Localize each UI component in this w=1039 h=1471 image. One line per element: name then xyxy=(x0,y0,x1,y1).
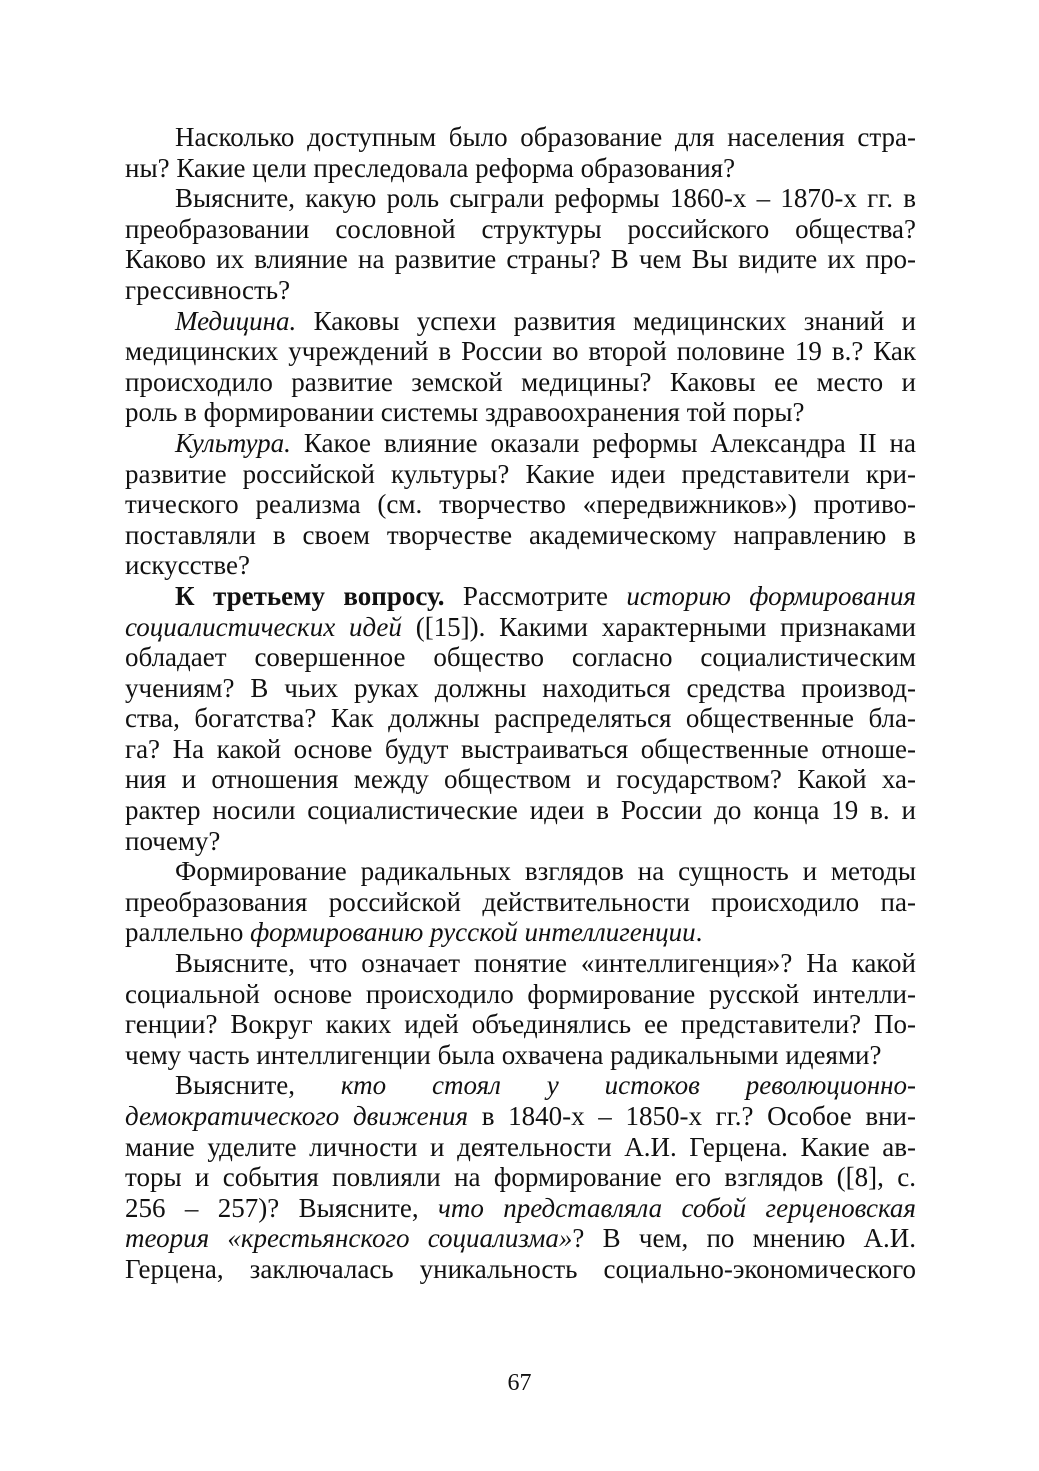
text-line xyxy=(125,887,916,918)
text-segment: торы и события повлияли на формирование его взглядов ([8], с. xyxy=(125,1162,916,1193)
text-line xyxy=(125,948,916,979)
text-line xyxy=(125,734,916,765)
text-segment: развитие российской культуры? Какие идеи представители кри- xyxy=(125,458,916,489)
text-segment: в 1840-х – 1850-х гг.? Особое вни- xyxy=(468,1101,916,1131)
text-segment: Каковы успехи развития медицинских знаний и xyxy=(296,305,916,336)
bold-text: К третьему вопросу. xyxy=(175,580,445,611)
text-line xyxy=(125,856,916,887)
text-segment: роль в формировании системы здравоохранения той поры? xyxy=(125,397,805,428)
text-segment: Выясните, какую роль сыграли реформы 1860-х – 1870-х гг. в xyxy=(175,183,916,214)
text-line xyxy=(125,550,916,581)
italic-text: социалистических идей xyxy=(125,611,402,642)
text-segment: медицинских учреждений в России во второй половине 19 в.? Как xyxy=(125,336,916,367)
text-line xyxy=(125,1009,916,1040)
text-line xyxy=(125,428,916,459)
text-line xyxy=(125,673,916,704)
text-segment: грессивность? xyxy=(125,274,291,305)
text-segment: происходило развитие земской медицины? Каковы ее место и xyxy=(125,366,916,397)
text-segment: искусстве? xyxy=(125,550,250,581)
text-segment: Рассмотрите xyxy=(444,580,627,611)
text-line xyxy=(125,917,916,948)
text-line xyxy=(125,183,916,214)
text-segment: генции? Вокруг каких идей объединялись ее представители? По- xyxy=(125,1009,916,1040)
text-line xyxy=(125,1101,916,1132)
text-segment: Формирование радикальных взглядов на сущность и методы xyxy=(175,856,916,887)
text-line xyxy=(125,275,916,306)
page-number: 67 xyxy=(507,1370,532,1396)
body-text xyxy=(125,122,916,1285)
text-segment: мание уделите личности и деятельности А.И. Герцена. Какие ав- xyxy=(125,1131,916,1162)
text-line xyxy=(125,1162,916,1193)
text-line xyxy=(125,1254,916,1285)
italic-text: демократического движения xyxy=(125,1101,469,1131)
text-line xyxy=(125,153,916,184)
text-segment: . xyxy=(695,917,703,948)
text-line xyxy=(125,244,916,275)
text-line xyxy=(125,1040,916,1071)
text-segment: поставляли в своем творчестве академическому направлению в xyxy=(125,519,916,550)
text-segment: ([15]). Какими характерными признаками xyxy=(401,611,916,642)
text-segment: Какое влияние оказали реформы Александра II на xyxy=(290,427,916,458)
text-line xyxy=(125,1193,916,1224)
text-segment: 256 – 257)? Выясните, xyxy=(125,1192,438,1223)
text-line xyxy=(125,214,916,245)
text-line xyxy=(125,459,916,490)
text-segment: учениям? В чьих руках должны находиться средства производ- xyxy=(125,672,916,703)
text-segment: ства, богатства? Как должны распределяться общественные бла- xyxy=(125,703,916,734)
italic-text: историю формирования xyxy=(626,580,916,611)
text-line xyxy=(125,1132,916,1163)
text-segment: Насколько доступным было образование для населения стра- xyxy=(175,122,916,152)
text-line xyxy=(125,1223,916,1254)
text-segment: социальной основе происходило формирование русской интелли- xyxy=(125,978,916,1009)
text-line xyxy=(125,612,916,643)
text-line xyxy=(125,520,916,551)
italic-text: Культура. xyxy=(175,427,291,458)
text-line xyxy=(125,336,916,367)
text-segment: Герцена, заключалась уникальность социально-экономического xyxy=(125,1253,916,1284)
italic-text: что представляла собой герценовская xyxy=(437,1192,916,1223)
text-segment: Выясните, xyxy=(175,1070,341,1101)
italic-text: кто стоял у истоков революционно- xyxy=(340,1070,917,1101)
text-segment: га? На какой основе будут выстраиваться общественные отноше- xyxy=(125,733,916,764)
text-segment: чему часть интеллигенции была охвачена радикальными идеями? xyxy=(125,1039,882,1070)
text-line xyxy=(125,826,916,857)
text-line xyxy=(125,397,916,428)
text-segment: обладает совершенное общество согласно социалистическим xyxy=(125,642,916,673)
text-line xyxy=(125,489,916,520)
italic-text: теория «крестьянского социализма» xyxy=(125,1223,573,1254)
text-segment: рактер носили социалистические идеи в России до конца 19 в. и xyxy=(125,795,916,826)
text-segment: тического реализма (см. творчество «передвижников») противо- xyxy=(125,489,916,520)
text-line xyxy=(125,979,916,1010)
italic-text: формированию русской интеллигенции xyxy=(250,917,696,948)
italic-text: Медицина. xyxy=(175,305,297,336)
text-line xyxy=(125,1070,916,1101)
text-segment: Выясните, что означает понятие «интеллигенция»? На какой xyxy=(175,948,916,979)
text-segment: ? В чем, по мнению А.И. xyxy=(572,1223,916,1254)
text-segment: преобразовании сословной структуры российского общества? xyxy=(125,213,916,244)
text-line xyxy=(125,306,916,337)
text-segment: раллельно xyxy=(125,917,251,948)
text-segment: Каково их влияние на развитие страны? В чем Вы видите их про- xyxy=(125,244,916,275)
text-segment: почему? xyxy=(125,825,221,856)
text-segment: ны? Какие цели преследовала реформа образования? xyxy=(125,152,736,183)
text-line xyxy=(125,367,916,398)
text-segment: преобразования российской действительности происходило па- xyxy=(125,886,916,917)
text-line xyxy=(125,581,916,612)
text-line xyxy=(125,703,916,734)
text-line xyxy=(125,122,916,153)
text-line xyxy=(125,795,916,826)
text-line xyxy=(125,764,916,795)
text-line xyxy=(125,642,916,673)
text-segment: ния и отношения между обществом и государством? Какой ха- xyxy=(125,764,916,795)
